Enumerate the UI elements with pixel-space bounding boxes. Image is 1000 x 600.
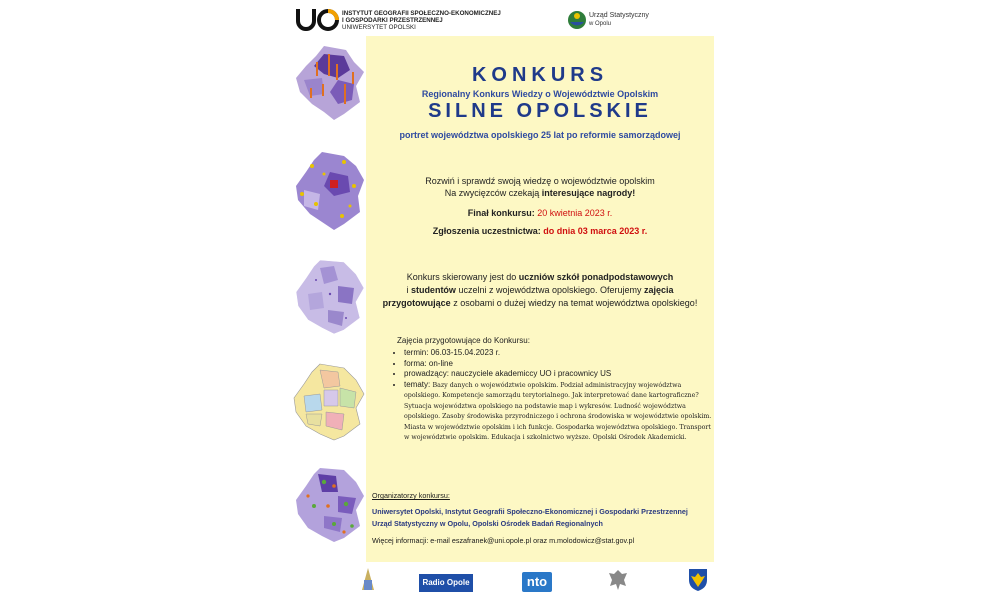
us-line1: Urząd Statystyczny [589,12,649,19]
map-thumbnail-4 [292,362,366,442]
audience-line2: i studentów uczelni z województwa opolskiego. Oferujemy zajęcia [406,285,674,295]
topics-text: Bazy danych o województwie opolskim. Podział administracyjny województwa opolskiego. Kompetencje samorządu terytorialnego. Jak interpretować dane kartograficzne? Sytuacja województwa opolskiego na podstawie map i wykresów. Ludność województwa opolskiego. Zasoby środowiska przyrodniczego i ochrona środowiska w województwie opolskim. Miasta w województwie opolskim i ich funkcje. Gospodarka województwa opolskiego. Transport w województwie opolskim. Edukacja i szkolnictwo wyższe. Opolski Ośrodek Akademicki. [404,381,712,441]
title-silne-opolskie: SILNE OPOLSKIE [428,100,652,122]
title-regional: Regionalny Konkurs Wiedzy o Województwie Opolskim [421,89,659,99]
classes-section [386,336,712,443]
invite-line2: Na zwycięzców czekają interesujące nagrody! [444,188,636,198]
invite-line1: Rozwiń i sprawdź swoją wiedzę o województwie opolskim [425,176,655,186]
audience-line1: Konkurs skierowany jest do uczniów szkół ponadpodstawowych [406,272,674,282]
uo-logo-text: INSTYTUT GEOGRAFII SPOŁECZNO-EKONOMICZNEJ I GOSPODARKI PRZESTRZENNEJ UNIWERSYTET OPOLSKI [342,10,501,32]
contact-info: Więcej informacji: e-mail eszafranek@uni.opole.pl oraz m.molodowicz@stat.gov.pl [372,536,635,545]
radio-opole-logo: Radio Opole [419,574,473,592]
map-thumbnail-2 [294,150,366,232]
list-item: • termin: 06.03-15.04.2023 r. [404,348,712,359]
list-item: • forma: on-line [404,359,712,370]
organizer-line2: Urząd Statystyczny w Opolu, Opolski Ośrodek Badań Regionalnych [372,519,603,528]
opolskie-coat-of-arms-icon [688,568,708,592]
organizer-line1: Uniwersytet Opolski, Instytut Geografii Społeczno-Ekonomicznej i Gospodarki Przestrzennej [372,507,688,516]
us-logo [567,6,687,36]
eagle-emblem-icon [608,568,628,592]
registration-deadline: Zgłoszenia uczestnictwa: do dnia 03 marca 2023 r. [432,226,648,236]
us-logo-icon [567,8,587,34]
us-line2: w Opolu [589,21,612,27]
list-item: • tematy: Bazy danych o województwie opolskim. Podział administracyjny województwa opolskiego. Kompetencje samorządu terytorialnego. Jak interpretować dane kartograficzne? Sytuacja województwa opolskiego na podstawie map i wykresów. Ludność województwa opolskiego. Zasoby środowiska przyrodniczego i ochrona środowiska w województwie opolskim. Miasta w województwie opolskim i ich funkcje. Gospodarka województwa opolskiego. Transport w województwie opolskim. Edukacja i szkolnictwo wyższe. Opolski Ośrodek Akademicki. [404,380,712,443]
title-konkurs: KONKURS [471,64,609,86]
final-date: Finał konkursu: 20 kwietnia 2023 r. [467,208,613,218]
nto-logo: nto [522,572,552,592]
audience-line3: przygotowujące z osobami o dużej wiedzy na temat województwa opolskiego! [382,298,698,308]
subtitle-portret: portret województwa opolskiego 25 lat po reformie samorządowej [399,130,681,140]
map-thumbnail-5 [294,466,366,544]
list-item: • prowadzący: nauczyciele akademiccy UO i pracownicy US [404,369,712,380]
map-thumbnail-1 [294,44,366,122]
crest-logo-icon [358,566,378,592]
uo-logo-mark [296,6,340,32]
organizers-title: Organizatorzy konkursu: [372,491,450,500]
classes-title: Zajęcia przygotowujące do Konkursu: [397,336,530,345]
map-thumbnail-3 [294,258,366,336]
